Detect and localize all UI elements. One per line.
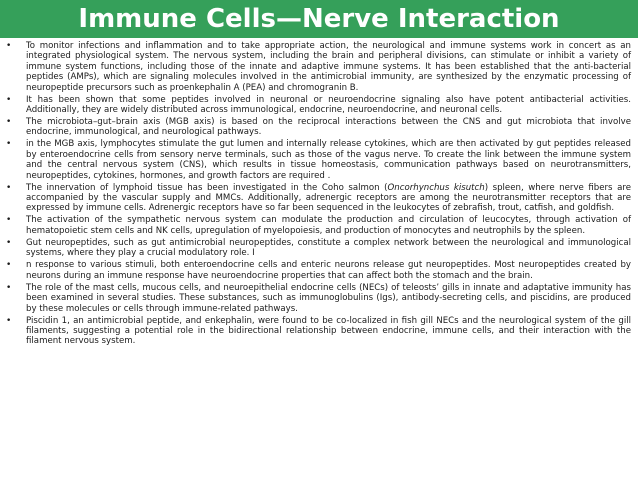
bullet-dot: •	[6, 282, 12, 293]
bullet-dot: •	[6, 260, 12, 271]
bullet-dot: •	[6, 237, 12, 248]
bullet-item	[6, 183, 631, 214]
bullet-text: in the MGB axis, lymphocytes stimulate the gut lumen and internally release cytokines, which are then activated by gut peptides released by enteroendocrine cells from sensory nerve terminals, such as those of the vagus nerve. To create the link between the immune system and the central nervous system (CNS), which results in tissue homeostasis, communication pathways based on neurotransmitters, neuropeptides, cytokines, hormones, and growth factors are required .	[26, 139, 631, 181]
bullet-dot: •	[6, 117, 12, 128]
bullet-text: The microbiota–gut–brain axis (MGB axis) is based on the reciprocal interactions between the CNS and gut microbiota that involve endocrine, immunological, and neurological pathways.	[26, 117, 631, 138]
bullet-item	[6, 95, 631, 116]
bullet-item	[6, 117, 631, 138]
bullet-text: To monitor infections and inflammation and to take appropriate action, the neurological and immune systems work in concert as an integrated physiological system. The nervous system, including the brain and peripheral divisions, can stimulate or inhibit a variety of immune system functions, including those of the innate and adaptive immune systems. It has been established that the anti-bacterial peptides (AMPs), which are signaling molecules involved in the antimicrobial immunity, are synthesized by the enzymatic processing of neuropeptide precursors such as proenkephalin A (PEA) and chromogranin B.	[26, 41, 631, 93]
bullet-dot: •	[6, 94, 12, 105]
bullet-text-part: ) spleen, where nerve fibers are accompanied by the vascular supply and MMCs. Additionally, adrenergic receptors are among the neurotransmitter receptors that are expressed by immune cells. Adrenergic receptors have so far been sequenced in the leukocytes of zebrafish, trout, catfish, and goldfish.	[26, 182, 631, 214]
bullet-dot: •	[6, 315, 12, 326]
bullet-item	[6, 215, 631, 236]
bullet-item	[6, 139, 631, 181]
bullet-text: n response to various stimuli, both enteroendocrine cells and enteric neurons release gut neuropeptides. Most neuropeptides created by neurons during an immune response have neuroendocrine properties that can affect both the stomach and the brain.	[26, 260, 631, 281]
bullet-dot: •	[6, 215, 12, 226]
bullet-item	[6, 316, 631, 347]
bullet-text	[26, 183, 631, 214]
bullet-item	[6, 260, 631, 281]
bullet-text-part: The innervation of lymphoid tissue has been investigated in the Coho salmon (	[26, 182, 388, 193]
bullet-text: Piscidin 1, an antimicrobial peptide, and enkephalin, were found to be co-localized in fish gill NECs and the neurological system of the gill filaments, suggesting a potential role in the bidirectional relationship between endocrine, immune cells, and their interaction with the filament nervous system.	[26, 315, 631, 347]
bullet-text: It has been shown that some peptides involved in neuronal or neuroendocrine signaling also have potent antibacterial activities. Additionally, they are widely distributed across immunological, endocrine, neuroendocrine, and neuronal cells.	[26, 94, 631, 116]
slide-title: Immune Cells—Nerve Interaction	[78, 4, 560, 34]
title-bar	[0, 0, 638, 38]
bullet-list	[6, 41, 631, 348]
bullet-item	[6, 238, 631, 259]
bullet-text: The role of the mast cells, mucous cells, and neuroepithelial endocrine cells (NECs) of teleosts’ gills in innate and adaptative immunity has been examined in several studies. These substances, such as immunoglobulins (Igs), antibody-secreting cells, and piscidins, are produced by these molecules or cells through immune-related pathways.	[26, 282, 631, 314]
bullet-text: Gut neuropeptides, such as gut antimicrobial neuropeptides, constitute a complex network between the neurological and immunological systems, where they play a crucial modulatory role. I	[26, 237, 631, 259]
bullet-text: The activation of the sympathetic nervous system can modulate the production and circulation of leucocytes, through activation of hematopoietic stem cells and NK cells, upregulation of myelopoiesis, and production of monocytes and neutrophils by the spleen.	[26, 215, 631, 236]
bullet-dot: •	[6, 182, 12, 193]
bullet-dot: •	[6, 41, 12, 51]
bullet-item	[6, 283, 631, 314]
species-name: Oncorhynchus kisutch	[387, 182, 485, 193]
bullet-dot: •	[6, 139, 12, 150]
bullet-item	[6, 41, 631, 93]
